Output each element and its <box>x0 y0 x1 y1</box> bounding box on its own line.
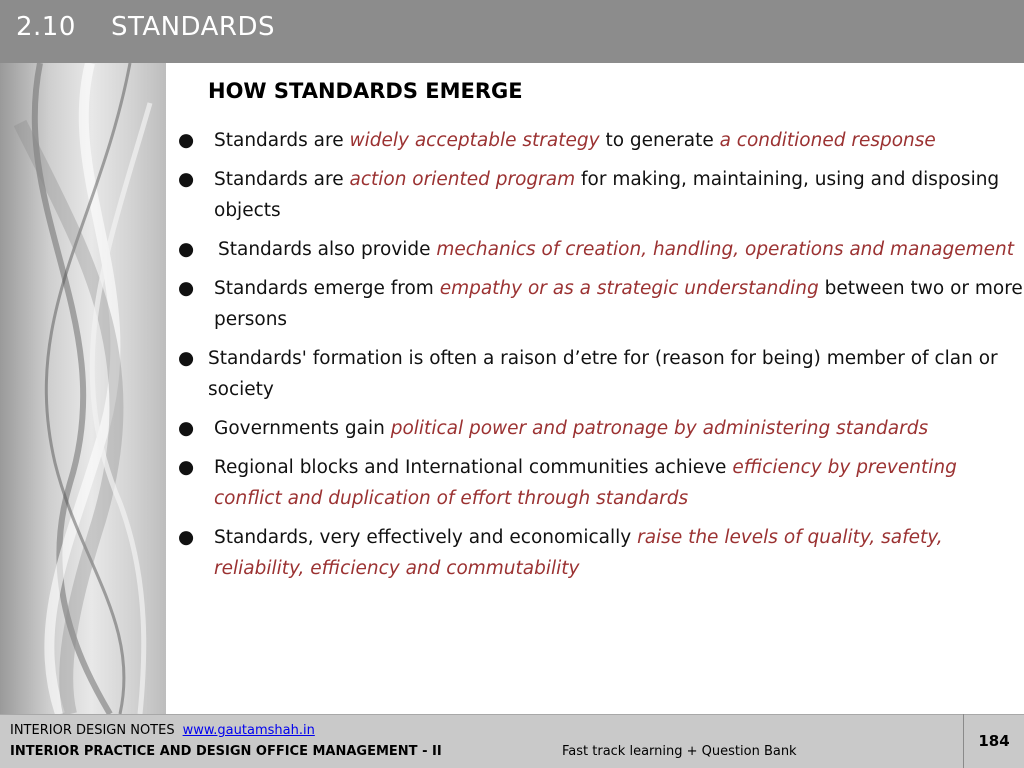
plain-phrase: to generate <box>599 130 720 151</box>
bullet-dot-icon: ● <box>178 418 195 439</box>
bullet-text <box>178 522 1024 584</box>
bullet-text <box>178 273 1024 335</box>
bullet-list <box>178 125 1024 592</box>
highlighted-phrase: widely acceptable strategy <box>349 130 600 151</box>
bullet-dot-icon: ● <box>178 239 195 260</box>
highlighted-phrase: empathy or as a strategic understanding <box>439 278 819 299</box>
bullet-text <box>178 452 1024 514</box>
bullet-item <box>178 273 1024 335</box>
bullet-item <box>178 343 1024 405</box>
footer <box>0 714 1024 768</box>
swirl-decoration-icon <box>0 63 166 714</box>
plain-phrase: between two or more persons <box>214 278 1023 330</box>
highlighted-phrase: a conditioned response <box>719 130 936 151</box>
highlighted-phrase: action oriented program <box>349 169 576 190</box>
footer-notes-line <box>10 723 315 738</box>
plain-phrase: Standards emerge from <box>214 278 440 299</box>
bullet-item <box>178 125 1024 156</box>
plain-phrase: Standards, very effectively and economically <box>214 527 638 548</box>
footer-notes-label: INTERIOR DESIGN NOTES <box>10 723 175 738</box>
slide-content <box>166 63 1024 714</box>
title-bar <box>0 0 1024 63</box>
bullet-item <box>178 452 1024 514</box>
bullet-item <box>178 413 1024 444</box>
footer-separator <box>0 714 1024 715</box>
bullet-text <box>178 343 1024 405</box>
bullet-dot-icon: ● <box>178 527 195 548</box>
bullet-text <box>178 125 1024 156</box>
bullet-dot-icon: ● <box>178 169 195 190</box>
bullet-text <box>178 413 1024 444</box>
highlighted-phrase: political power and patronage by administering standards <box>390 418 929 439</box>
highlighted-phrase: efficiency by preventing conflict and duplication of effort through standards <box>214 457 957 509</box>
plain-phrase: Standards' formation is often a raison d’etre for (reason for being) member of clan or society <box>208 348 998 400</box>
bullet-text <box>178 234 1024 265</box>
footer-course-title: INTERIOR PRACTICE AND DESIGN OFFICE MANAGEMENT - II <box>10 744 442 759</box>
bullet-dot-icon: ● <box>178 130 195 151</box>
highlighted-phrase: raise the levels of quality, safety, reliability, efficiency and commutability <box>214 527 943 579</box>
page-number: 184 <box>978 732 1010 750</box>
slide-title: 2.10 STANDARDS <box>16 12 275 42</box>
plain-phrase: Regional blocks and International communities achieve <box>214 457 733 478</box>
bullet-text <box>178 164 1024 226</box>
plain-phrase: Governments gain <box>214 418 391 439</box>
section-heading: HOW STANDARDS EMERGE <box>208 79 523 103</box>
bullet-dot-icon: ● <box>178 457 195 478</box>
bullet-item <box>178 522 1024 584</box>
plain-phrase: Standards also provide <box>218 239 437 260</box>
bullet-dot-icon: ● <box>178 348 195 369</box>
plain-phrase: Standards are <box>214 169 350 190</box>
website-link[interactable]: www.gautamshah.in <box>182 723 315 738</box>
bullet-item <box>178 234 1024 265</box>
plain-phrase: for making, maintaining, using and disposing objects <box>214 169 1000 221</box>
plain-phrase: Standards are <box>214 130 350 151</box>
bullet-item <box>178 164 1024 226</box>
highlighted-phrase: mechanics of creation, handling, operations and management <box>436 239 1014 260</box>
decorative-sidebar <box>0 63 166 714</box>
footer-tagline: Fast track learning + Question Bank <box>562 744 797 759</box>
bullet-dot-icon: ● <box>178 278 195 299</box>
